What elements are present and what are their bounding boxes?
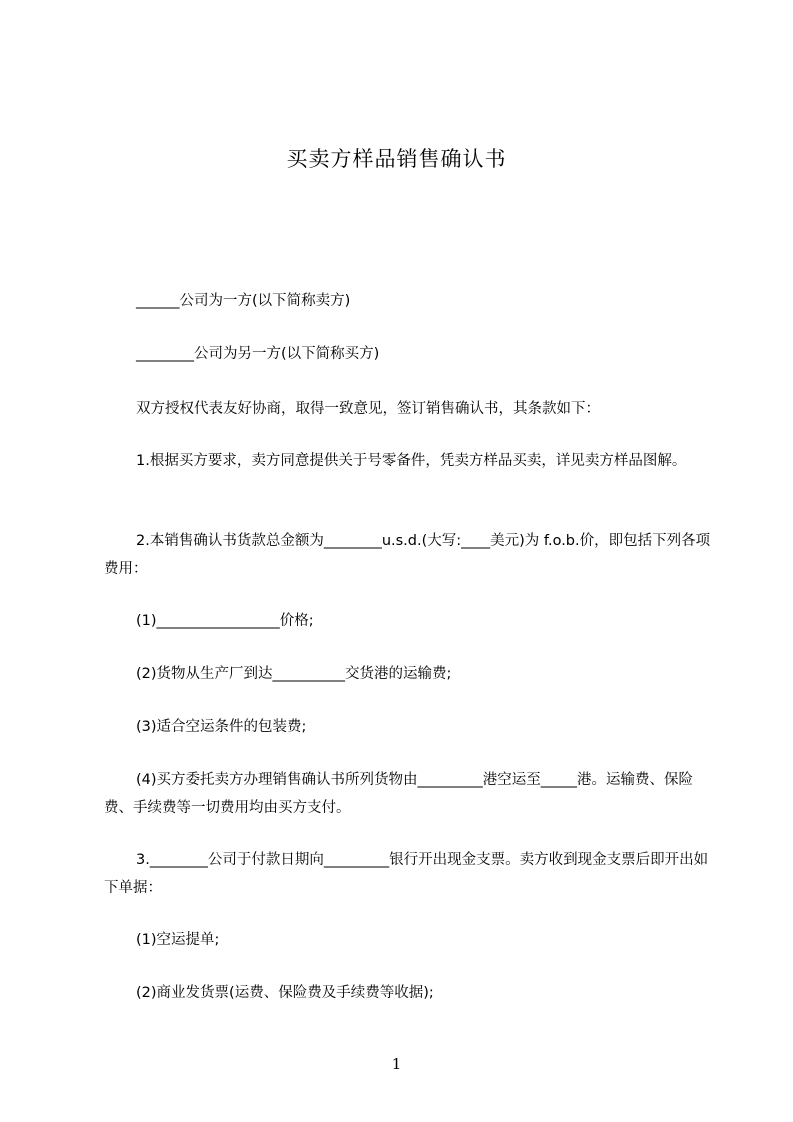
buyer-party-line: ________公司为另一方(以下简称买方): [136, 346, 380, 362]
clause-2-item-3: (3)适合空运条件的包装费;: [136, 719, 307, 735]
seller-party-line: ______公司为一方(以下简称卖方): [136, 293, 351, 309]
clause-2: 2.本销售确认书货款总金额为________u.s.d.(大写:____美元)为 f.o.b.价，即包括下列各项费用：: [104, 533, 711, 577]
agreement-intro: 双方授权代表友好协商，取得一致意见，签订销售确认书，其条款如下：: [136, 401, 600, 417]
clause-2-item-2: (2)货物从生产厂到达__________交货港的运输费;: [136, 666, 452, 682]
page-number: 1: [391, 1055, 402, 1073]
clause-3-item-1: (1)空运提单;: [136, 932, 220, 948]
clause-2-item-1: (1)_________________价格;: [136, 613, 314, 629]
clause-2-item-4: (4)买方委托卖方办理销售确认书所列货物由_________港空运至_____港。运输费、保险费、手续费等一切费用均由买方支付。: [104, 772, 694, 816]
clause-1: 1.根据买方要求，卖方同意提供关于号零备件，凭卖方样品买卖，详见卖方样品图解。: [136, 453, 687, 469]
clause-3: 3.________公司于付款日期向_________银行开出现金支票。卖方收到现金支票后即开出如下单据：: [104, 852, 709, 896]
document-title: 买卖方样品销售确认书: [286, 147, 507, 171]
clause-3-item-2: (2)商业发货票(运费、保险费及手续费等收据);: [136, 985, 434, 1001]
